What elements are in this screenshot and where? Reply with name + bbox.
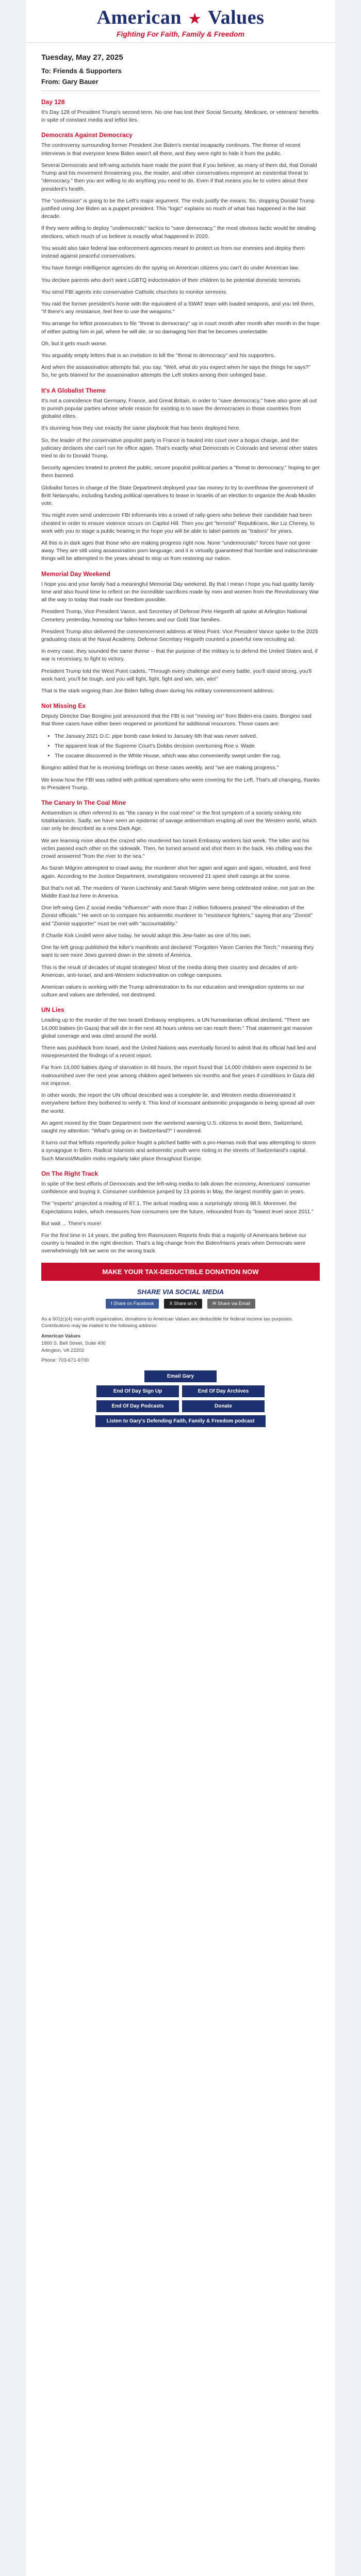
share-x-button[interactable]: X Share on X	[164, 1299, 202, 1309]
share-facebook-button[interactable]: f Share on Facebook	[106, 1299, 159, 1309]
donate-button[interactable]: MAKE YOUR TAX-DEDUCTIBLE DONATION NOW	[41, 1263, 320, 1281]
signup-button[interactable]: End Of Day Sign Up	[96, 1385, 179, 1397]
paragraph: In other words, the report the UN official described was a complete lie, and Western media disseminated it everywhere before they bothered to verify it. This kind of incessant antisemitic propaganda is being spread all over the world.	[41, 1092, 315, 1114]
share-email-button[interactable]: ✉ Share via Email	[207, 1299, 255, 1309]
footer-button-row-1	[96, 1385, 265, 1397]
section-heading: Day 128	[41, 98, 65, 106]
section-heading: UN Lies	[41, 1006, 64, 1014]
paragraph: It's Day 128 of President Trump's second term. No one has lost their Social Security, Medicare, or veterans' benefits in spite of constant media and leftist lies.	[41, 109, 319, 124]
paragraph: This is the result of decades of stupid strategies! Most of the media doing their country and decades of anti-American, anti-Israel, and anti-Western indoctrination on college campuses.	[41, 964, 299, 978]
paragraph: You have foreign intelligence agencies do the spying on American citizens you can't do under American law.	[41, 265, 300, 272]
date: Tuesday, May 27, 2025	[41, 53, 123, 62]
brand-logo	[26, 6, 335, 29]
paragraph: Deputy Director Dan Bongino just announced that the FBI is not "moving on" from Biden-era cases. Bongino said that three cases have either been reopened or prioritized for additional resources. Those cases are:	[41, 713, 311, 727]
paragraph: American values is working with the Trump administration to fix our education and immigration systems so our culture and values are defended, not destroyed.	[41, 984, 305, 998]
paragraph: There was pushback from Israel, and the United Nations was eventually forced to admit that its official had lied and misrepresented the findings of a recent report.	[41, 1045, 316, 1059]
paragraph: President Trump, Vice President Vance, and Secretary of Defense Pete Hegseth all spoke at Arlington National Cemetery yesterday, honoring our fallen heroes and our Gold Star families.	[41, 608, 307, 623]
email-gary-button[interactable]: Email Gary	[144, 1370, 217, 1382]
paragraph: But wait ... There's more!	[41, 1220, 102, 1227]
paragraph: Bongino added that he is receiving briefings on these cases weekly, and "we are making progress."	[41, 765, 279, 771]
paragraph: Several Democrats and left-wing activists have made the point that if you believe, as many of them did, that Donald Trump and his movement threatening you, the reader, and other conservatives represent an existential threat to "democracy," then you are willing to do anything you need to do. Even if that means you lie to voters about their president's health.	[41, 162, 317, 192]
section-heading: Memorial Day Weekend	[41, 570, 110, 578]
footer-address	[41, 1333, 320, 1354]
footer-text	[41, 1316, 320, 1365]
paragraph: That is the stark ongoing than Joe Biden falling down during his military commencement address.	[41, 688, 274, 694]
sections	[41, 98, 320, 1256]
paragraph: It's stunning how they use exactly the same playbook that has been deployed here.	[41, 425, 241, 432]
to-line: To: Friends & Supporters	[41, 67, 122, 75]
paragraph: We know how the FBI was rattled with political operatives who were covering for the Left. That's all changing, thanks to President Trump.	[41, 776, 320, 791]
share-title: SHARE VIA SOCIAL MEDIA	[137, 1287, 224, 1296]
paragraph: In every case, they sounded the same theme -- that the purpose of the military is to defend the United States and, if war is necessary, to fight to victory.	[41, 648, 318, 663]
logo-right-text: Values	[208, 7, 265, 28]
paragraph: You raid the former president's home with the equivalent of a SWAT team with loaded weapons, and you tell them, "If there's any resistance, feel free to use the weapons."	[41, 300, 315, 315]
content	[26, 43, 335, 1427]
paragraph: Globalist forces in charge of the State Department deployed your tax money to try to overthrow the government of Britt Netanyahu, including funding political operatives to tease in Israelis of an election to organize the Arab Muslim vote.	[41, 484, 316, 507]
paragraph: You arguably empty letters that is an invitation to kill the "threat to democracy" and his supporters.	[41, 352, 275, 359]
paragraph: Antisemitism is often referred to as "the canary in the coal mine" or the first symptom of a society sinking into totalitarianism. Sadly, we have seen an epidemic of savage antisemitism erupting all over the Western world, which can only be described as a new Dark Age.	[41, 810, 317, 832]
paragraph: You might even send undercover FBI informants into a crowd of rally-goers who believe their candidate had been cheated in order to ensure violence occurs on Capitol Hill. Then you get "terrorist" Republicans, like Liz Cheney, to work with you to stage a public hearing in the hope you will be able to label patriots as "traitors" for years.	[41, 512, 315, 534]
paragraph: For the first time in 14 years, the polling firm Rasmussen Reports finds that a majority of Americans believe our country is headed in the right direction. That's a big change from the Biden/Harris years when Democrats were overwhelmingly felt we were on the wrong track.	[41, 1232, 307, 1255]
bullet-item: • The January 2021 D.C. pipe bomb case linked to January 6th that was never solved.	[55, 733, 320, 740]
footer-button-row-2	[96, 1400, 265, 1412]
paragraph: I hope you and your family had a meaningful Memorial Day weekend. By that I mean I hope you had quality family time and also found time to reflect on the incredible sacrifices made by men and women from the Revolutionary War all the way to today that made our freedom possible.	[41, 581, 319, 603]
footer-addr2: Arlington, VA 22202	[41, 1347, 85, 1353]
paragraph: If Charlie Kirk Lindell were alive today, he would adopt this Jew-hater as one of his own.	[41, 932, 252, 939]
paragraph: As Sarah Milgrim attempted to crawl away, the murderer shot her again and again and again, reloaded, and fired again. According to the Justice Department, investigators recovered 21 spent shell casings at the scene.	[41, 865, 311, 879]
logo-left-text: American	[96, 7, 182, 28]
paragraph: The "experts" projected a reading of 87.1. The actual reading was a surprisingly strong 98.0. Moreover, the Expectations Index, which measures how consumers see the future, rebounded from its "lowest level since 2011."	[41, 1200, 314, 1215]
paragraph: It's not a coincidence that Germany, France, and Great Britain, in order to "save democracy," have also gone all out to punish popular parties whose whole reason for existing is to save the democracies in those countries from globalist elites.	[41, 397, 317, 420]
paragraph: You would also take federal law enforcement agencies meant to protect us from our enemies and deploy them instead against peaceful conservatives.	[41, 245, 305, 260]
section-heading: It's A Globalist Theme	[41, 386, 106, 394]
email-card	[26, 0, 335, 2576]
bullet-item: • The apparent leak of the Supreme Court's Dobbs decision overturning Roe v. Wade.	[55, 742, 320, 750]
archives-button[interactable]: End Of Day Archives	[182, 1385, 265, 1397]
paragraph: The controversy surrounding former President Joe Biden's mental incapacity continues. The theme of recent interviews is that everyone knew Biden wasn't all there, and they were right to hide it from the public.	[41, 142, 301, 157]
paragraph: An agent moved by the State Department over the weekend warning U.S. citizens to avoid Bern, Switzerland, caught my attention: "What's going on in Switzerland?" I wondered.	[41, 1120, 303, 1134]
paragraph: Oh, but it gets much worse.	[41, 340, 107, 347]
email-header	[26, 0, 335, 43]
paragraph: You declare parents who don't want LGBTQ indoctrination of their children to be potential domestic terrorists.	[41, 277, 302, 283]
footer-note: As a 501(c)(4) non-profit organization, donations to American Values are deductible for federal income tax purposes. Contributions may be mailed to the following address:	[41, 1316, 293, 1329]
paragraph: One far-left group published the killer's manifesto and declared "Forgotten Yaron Carries the Torch," meaning they want to see more Jews gunned down in the streets of America.	[41, 944, 314, 959]
paragraph: And when the assassination attempts fail, you say, "Well, what do you expect when he says the things he says?" So, he gets blamed for the assassination attempts the Left stokes among their unhinged base.	[41, 364, 310, 379]
footer-donate-button[interactable]: Donate	[182, 1400, 265, 1412]
share-row	[41, 1299, 320, 1309]
footer-phone: Phone: 703-671-9700	[41, 1358, 89, 1364]
paragraph: One left-wing Gen Z social media "influencer" with more than 2 million followers praised "the elimination of the Zionist officials." He went on to compare his antisemitic murderer to "resistance fighters," saying that any "Zionist" and "Zionist supporter" must be met with "accountability."	[41, 905, 313, 927]
paragraph: Leading up to the murder of the two Israeli Embassy employees, a UN humanitarian official declared, "There are 14,000 babies (in Gaza) that will die in the next 48 hours unless we can reach them." That statement got massive global coverage and was cited around the world.	[41, 1017, 313, 1039]
paragraph: It turns out that leftists reportedly police fought a pitched battle with a pro-Hamas mob that was attempting to storm a synagogue in Bern. Radical Islamists and antisemitic youth were rioting in the streets of Switzerland's capital. Such Marxist/Muslim mobs regularly take place throughout Europe.	[41, 1140, 316, 1162]
paragraph: If they were willing to deploy "undemocratic" tactics to "save democracy," the most obvious tactic would be stealing elections, which much of us believe is exactly what happened in 2020.	[41, 225, 316, 240]
paragraph: You send FBI agents into conservative Catholic churches to monitor sermons.	[41, 289, 227, 295]
paragraph: Security agencies treated to protect the public, secure populist political parties a "threat to democracy," hoping to get them banned.	[41, 465, 320, 479]
footer-org: American Values	[41, 1333, 81, 1340]
from-line: From: Gary Bauer	[41, 78, 99, 86]
section-heading: On The Right Track	[41, 1170, 99, 1177]
paragraph: You arrange for leftist prosecutors to file "threat to democracy" up in court month after month after month in the hope of either putting him in jail, where he will die, or so damaging him that he becomes unelectable.	[41, 320, 320, 335]
bullet-list	[41, 733, 320, 760]
footer-buttons	[41, 1370, 320, 1427]
paragraph: Far from 14,000 babies dying of starvation in 48 hours, the report found that 14,000 children were expected to be malnourished over the next year among children aged between six months and five years if conditions in Gaza did not improve.	[41, 1064, 315, 1087]
paragraph: President Trump told the West Point cadets, "Through every challenge and every battle, you'll stand strong, you'll work hard, you'll be tough, and you will fight, fight, fight and win, win, win!"	[41, 668, 312, 682]
paragraph: All this is in dark ages that those who are making progress right now. None "undemocratic" forces have not gone away. They are still using assassination porn language, and it is virtually guaranteed that horrible and indiscriminate things will be attempted in the years ahead to stop us from restoring our nation.	[41, 539, 318, 562]
paragraph: President Trump also delivered the commencement address at West Point. Vice President Vance spoke to the 2025 graduating class at the Naval Academy. Defense Secretary Hegseth counted a powerful new recruiting ad.	[41, 628, 318, 642]
podcast-link-button[interactable]: Listen to Gary's Defending Faith, Family & Freedom podcast	[95, 1415, 266, 1427]
section-heading: Democrats Against Democracy	[41, 131, 133, 139]
section-heading: Not Missing Ex	[41, 702, 86, 710]
podcasts-button[interactable]: End Of Day Podcasts	[96, 1400, 179, 1412]
paragraph: We are learning more about the crazed who murdered two Israeli Embassy workers last week. The killer and his victim passed each other on the sidewalk. Then, he turned around and shot them in the back. His chilling was the crowd answered "from the river to the sea."	[41, 837, 313, 860]
paragraph: The "confession" is going to be the Left's major argument. The ends justify the means. So, stopping Donald Trump justified using Joe Biden as a puppet president. This "logic" explains so much of what has happened in the last decade.	[41, 197, 315, 220]
paragraph: But that's not all. The murders of Yaron Lischinsky and Sarah Milgrim were being celebrated online, not just on the Middle East but here in America.	[41, 885, 315, 899]
star-icon: ★	[188, 11, 201, 27]
paragraph: So, the leader of the conservative populist party in France is hauled into court over a bogus charge, and the judiciary declares she can't run for office again. That's exactly what Democrats in Colorado and several other states tried to do to Donald Trump.	[41, 437, 318, 459]
bullet-item: • The cocaine discovered in the White House, which was also conveniently swept under the rug.	[55, 752, 320, 760]
tagline: Fighting For Faith, Family & Freedom	[116, 30, 245, 38]
paragraph: In spite of the best efforts of Democrats and the left-wing media to talk down the economy, Americans' consumer confidence and buying it. Consumer confidence jumped by 13 points in May, the largest monthly gain in years.	[41, 1180, 310, 1195]
footer-addr1: 1800 S. Bell Street, Suite 400	[41, 1340, 106, 1346]
section-heading: The Canary In The Coal Mine	[41, 799, 126, 806]
